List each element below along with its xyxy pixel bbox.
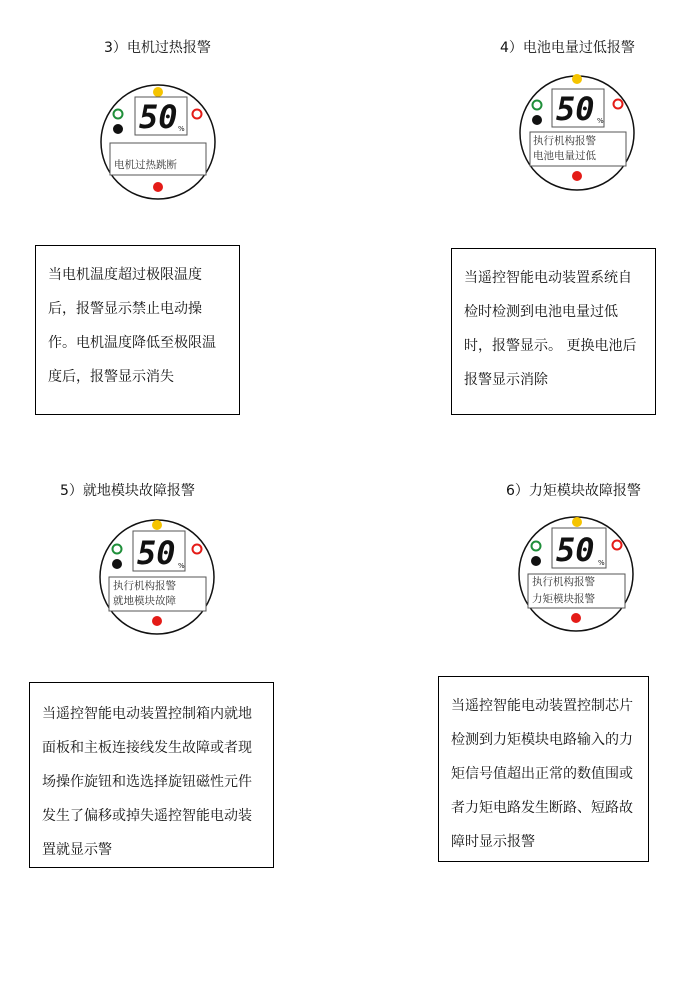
indicator-dial-local-module-fault: [98, 518, 216, 636]
display-line-1: 执行机构报警: [532, 576, 595, 588]
lcd-digits: 50: [137, 534, 176, 572]
display-line-2: 电池电量过低: [533, 150, 596, 162]
display-line-1: 电机过热跳断: [114, 159, 177, 171]
description-text: 当遥控智能电动装置系统自检时检测到电池电量过低时，报警显示。 更换电池后报警显示消除: [464, 270, 637, 388]
display-line-1: 执行机构报警: [113, 580, 176, 592]
heading-battery-low: 4）电池电量过低报警: [500, 40, 635, 56]
yellow-indicator-icon: [152, 520, 162, 530]
lcd-unit: %: [178, 125, 185, 133]
description-box-torque-module-fault: [438, 676, 649, 862]
description-box-battery-low: [451, 248, 656, 415]
heading-motor-overheat: 3）电机过热报警: [104, 40, 211, 56]
yellow-indicator-icon: [572, 517, 582, 527]
red-indicator-icon: [152, 616, 162, 626]
display-line-1: 执行机构报警: [533, 135, 596, 147]
red-indicator-icon: [153, 182, 163, 192]
indicator-dial-motor-overheat: [99, 83, 217, 201]
yellow-indicator-icon: [153, 87, 163, 97]
description-text: 当遥控智能电动装置控制芯片检测到力矩模块电路输入的力矩信号值超出正常的数值围或者力矩电路发生断路、短路故障时显示报警: [451, 698, 633, 850]
lcd-unit: %: [178, 562, 185, 570]
black-indicator-icon: [531, 556, 541, 566]
red-indicator-icon: [572, 171, 582, 181]
display-line-2: 就地模块故障: [113, 595, 176, 607]
description-text: 当遥控智能电动装置控制箱内就地面板和主板连接线发生故障或者现场操作旋钮和选选择旋钮磁性元件发生了偏移或掉失遥控智能电动装置就显示警: [42, 706, 252, 858]
lcd-unit: %: [597, 117, 604, 125]
indicator-dial-battery-low: [518, 74, 636, 192]
description-text: 当电机温度超过极限温度后，报警显示禁止电动操作。电机温度降低至极限温度后，报警显示消失: [48, 267, 216, 385]
yellow-indicator-icon: [572, 74, 582, 84]
lcd-unit: %: [598, 559, 605, 567]
red-indicator-icon: [571, 613, 581, 623]
description-box-motor-overheat: [35, 245, 240, 415]
lcd-digits: 50: [556, 531, 595, 569]
indicator-dial-torque-module-fault: [517, 515, 635, 633]
lcd-digits: 50: [556, 90, 595, 128]
black-indicator-icon: [113, 124, 123, 134]
black-indicator-icon: [532, 115, 542, 125]
description-box-local-module-fault: [29, 682, 274, 868]
display-line-2: 力矩模块报警: [532, 593, 595, 605]
lcd-digits: 50: [139, 98, 178, 136]
heading-torque-module-fault: 6）力矩模块故障报警: [506, 483, 641, 499]
heading-local-module-fault: 5）就地模块故障报警: [60, 483, 195, 499]
black-indicator-icon: [112, 559, 122, 569]
